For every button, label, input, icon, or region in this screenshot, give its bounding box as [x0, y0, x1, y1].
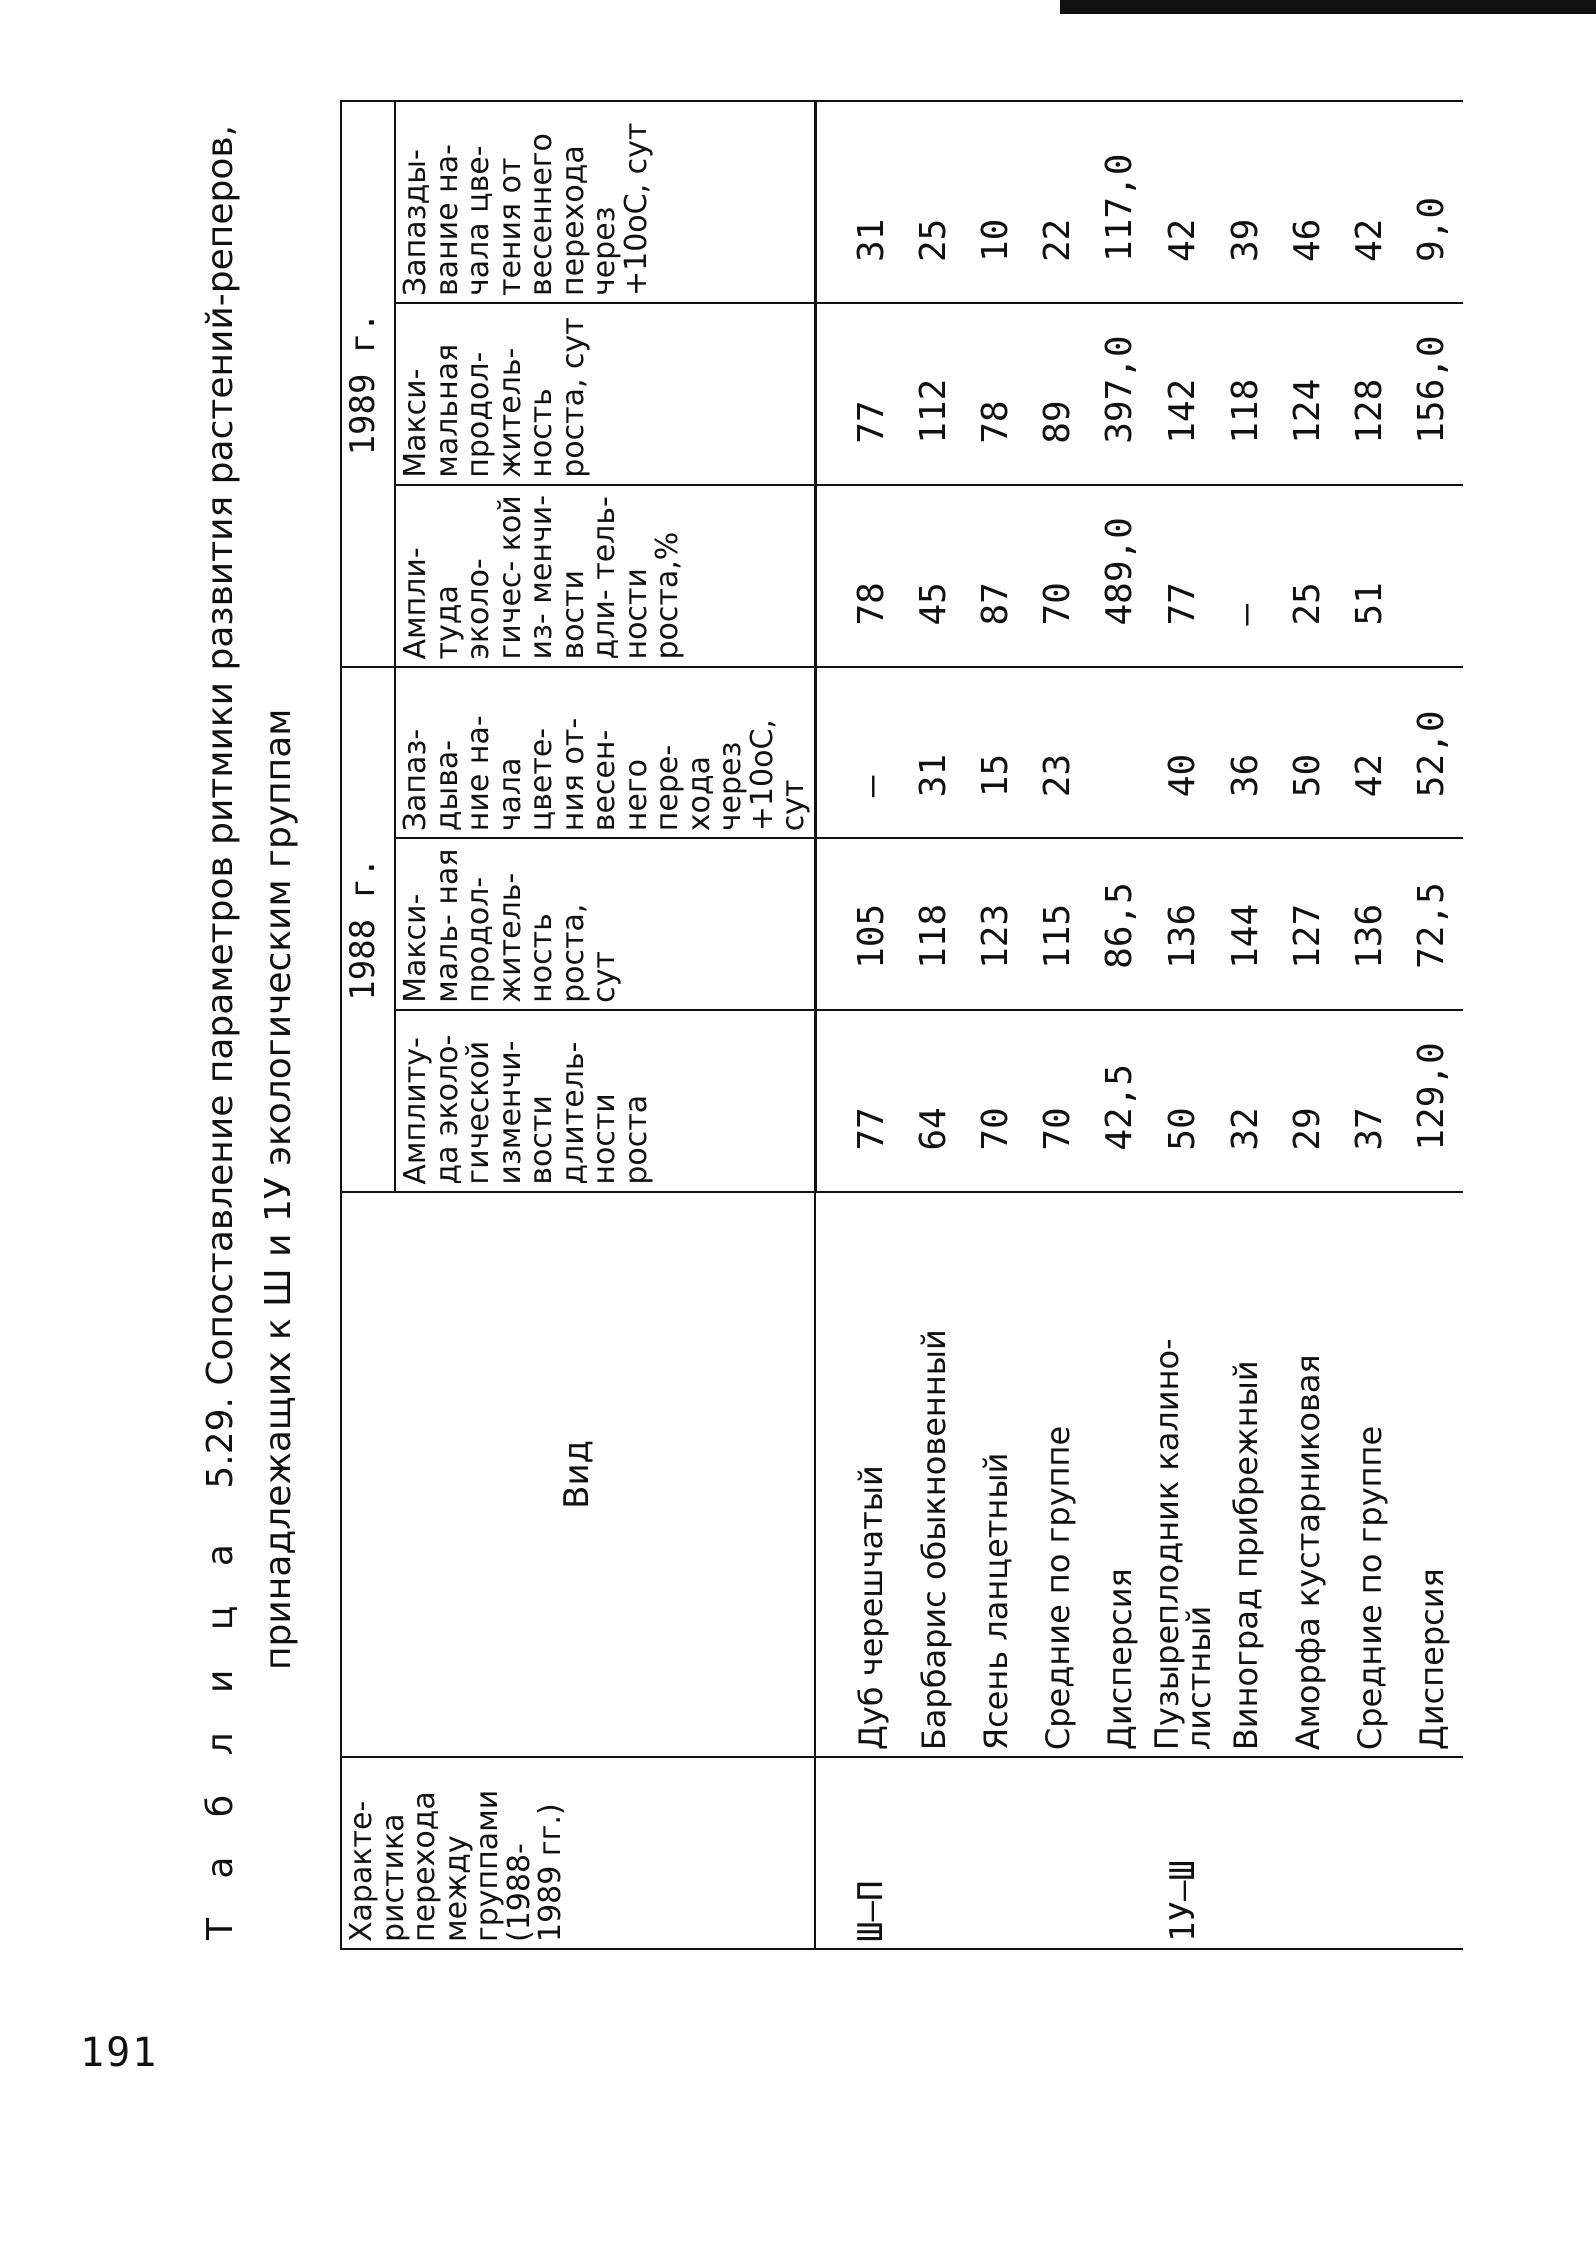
value-cell: 25 — [1277, 485, 1339, 667]
rotated-page-content — [200, 0, 1596, 1960]
value-cell: 45 — [903, 485, 965, 667]
value-cell: 10 — [965, 101, 1027, 303]
header-1989-flowering-delay: Запазды- вание на- чала цве- тения от весеннего перехода через +10оС, сут — [395, 101, 815, 303]
species-cell: Дисперсия — [1401, 1192, 1463, 1758]
table-row — [1215, 101, 1277, 1949]
value-cell: 36 — [1215, 667, 1277, 839]
value-cell: 42 — [1339, 101, 1401, 303]
value-cell: 124 — [1277, 303, 1339, 485]
species-cell: Средние по группе — [1339, 1192, 1401, 1758]
table-row — [903, 101, 965, 1949]
transition-group-cell — [965, 1757, 1027, 1949]
value-cell: 105 — [815, 838, 903, 1010]
value-cell: 78 — [815, 485, 903, 667]
transition-group-cell — [1339, 1757, 1401, 1949]
value-cell: 129,0 — [1401, 1010, 1463, 1192]
species-cell: Аморфа кустарниковая — [1277, 1192, 1339, 1758]
header-1989-max-duration: Макси- мальная продол- житель- ность роста, сут — [395, 303, 815, 485]
table-row — [815, 101, 903, 1949]
value-cell: 46 — [1277, 101, 1339, 303]
phenology-table — [340, 100, 1463, 1950]
value-cell: 136 — [1339, 838, 1401, 1010]
value-cell: 25 — [903, 101, 965, 303]
table-title-line-1: 5.29. Сопоставление параметров ритмики развития растений-реперов, — [200, 124, 241, 1489]
value-cell: 86,5 — [1089, 838, 1151, 1010]
value-cell: 77 — [1151, 485, 1215, 667]
value-cell: – — [815, 667, 903, 839]
value-cell: 78 — [965, 303, 1027, 485]
table-row — [1339, 101, 1401, 1949]
value-cell: 156,0 — [1401, 303, 1463, 485]
header-year-1989: 1989 г. — [341, 101, 395, 667]
value-cell: 22 — [1027, 101, 1089, 303]
value-cell: 70 — [1027, 485, 1089, 667]
value-cell: 117,0 — [1089, 101, 1151, 303]
value-cell: 42 — [1339, 667, 1401, 839]
value-cell — [1401, 485, 1463, 667]
value-cell: 123 — [965, 838, 1027, 1010]
value-cell: 39 — [1215, 101, 1277, 303]
value-cell: – — [1215, 485, 1277, 667]
transition-group-cell — [1089, 1757, 1151, 1949]
table-row — [1401, 101, 1463, 1949]
transition-group-cell — [1277, 1757, 1339, 1949]
value-cell: 23 — [1027, 667, 1089, 839]
header-1989-amplitude: Ампли- туда эколо- гичес- кой из- менчи- вости дли- тель- ности роста,% — [395, 485, 815, 667]
value-cell: 136 — [1151, 838, 1215, 1010]
value-cell: 87 — [965, 485, 1027, 667]
species-cell: Барбарис обыкновенный — [903, 1192, 965, 1758]
value-cell: 127 — [1277, 838, 1339, 1010]
header-1988-flowering-delay: Запаз- дыва- ние на- чала цвете- ния от- весен- него пере- хода через +10оС, сут — [395, 667, 815, 839]
value-cell: 72,5 — [1401, 838, 1463, 1010]
value-cell: 29 — [1277, 1010, 1339, 1192]
value-cell: 77 — [815, 303, 903, 485]
header-1988-max-duration: Макси- маль- ная продол- житель- ность роста, сут — [395, 838, 815, 1010]
species-cell: Дисперсия — [1089, 1192, 1151, 1758]
value-cell: 42,5 — [1089, 1010, 1151, 1192]
table-row — [1089, 101, 1151, 1949]
transition-group-cell — [903, 1757, 965, 1949]
species-cell: Дуб черешчатый — [815, 1192, 903, 1758]
value-cell: 50 — [1277, 667, 1339, 839]
value-cell: 128 — [1339, 303, 1401, 485]
species-cell: Средние по группе — [1027, 1192, 1089, 1758]
transition-group-cell — [1027, 1757, 1089, 1949]
value-cell: 112 — [903, 303, 965, 485]
species-cell: Пузыреплодник калино- листный — [1151, 1192, 1215, 1758]
table-title-line-2: принадлежащих к Ш и 1У экологическим группам — [258, 708, 299, 1670]
value-cell: 397,0 — [1089, 303, 1151, 485]
value-cell: 142 — [1151, 303, 1215, 485]
value-cell: 40 — [1151, 667, 1215, 839]
header-1988-amplitude: Амплиту- да эколо- гической изменчи- вости длитель- ности роста — [395, 1010, 815, 1192]
value-cell: 37 — [1339, 1010, 1401, 1192]
value-cell: 42 — [1151, 101, 1215, 303]
value-cell: 115 — [1027, 838, 1089, 1010]
value-cell: 144 — [1215, 838, 1277, 1010]
table-body — [815, 101, 1463, 1949]
data-table-container — [340, 100, 1580, 1950]
value-cell: 31 — [903, 667, 965, 839]
header-year-1988: 1988 г. — [341, 667, 395, 1192]
value-cell: 51 — [1339, 485, 1401, 667]
header-characteristic: Характе- ристика перехода между группами (1988- 1989 гг.) — [341, 1757, 815, 1949]
value-cell: 77 — [815, 1010, 903, 1192]
transition-group-cell: Ш–П — [815, 1757, 903, 1949]
table-label: Т а б л и ц а — [200, 1530, 241, 1940]
table-caption-line-1 — [200, 125, 241, 1940]
value-cell: 52,0 — [1401, 667, 1463, 839]
species-cell: Ясень ланцетный — [965, 1192, 1027, 1758]
table-row — [1027, 101, 1089, 1949]
table-row — [965, 101, 1027, 1949]
value-cell: 32 — [1215, 1010, 1277, 1192]
transition-group-cell: 1У–Ш — [1151, 1757, 1215, 1949]
page-number: 191 — [80, 2030, 159, 2076]
transition-group-cell — [1215, 1757, 1277, 1949]
value-cell: 89 — [1027, 303, 1089, 485]
value-cell: 118 — [1215, 303, 1277, 485]
table-row — [1277, 101, 1339, 1949]
value-cell: 15 — [965, 667, 1027, 839]
value-cell: 70 — [1027, 1010, 1089, 1192]
value-cell: 118 — [903, 838, 965, 1010]
value-cell: 70 — [965, 1010, 1027, 1192]
value-cell: 50 — [1151, 1010, 1215, 1192]
value-cell — [1089, 667, 1151, 839]
value-cell: 489,0 — [1089, 485, 1151, 667]
value-cell: 64 — [903, 1010, 965, 1192]
value-cell: 9,0 — [1401, 101, 1463, 303]
species-cell: Виноград прибрежный — [1215, 1192, 1277, 1758]
table-row — [1151, 101, 1215, 1949]
transition-group-cell — [1401, 1757, 1463, 1949]
header-species: Вид — [341, 1192, 815, 1758]
value-cell: 31 — [815, 101, 903, 303]
